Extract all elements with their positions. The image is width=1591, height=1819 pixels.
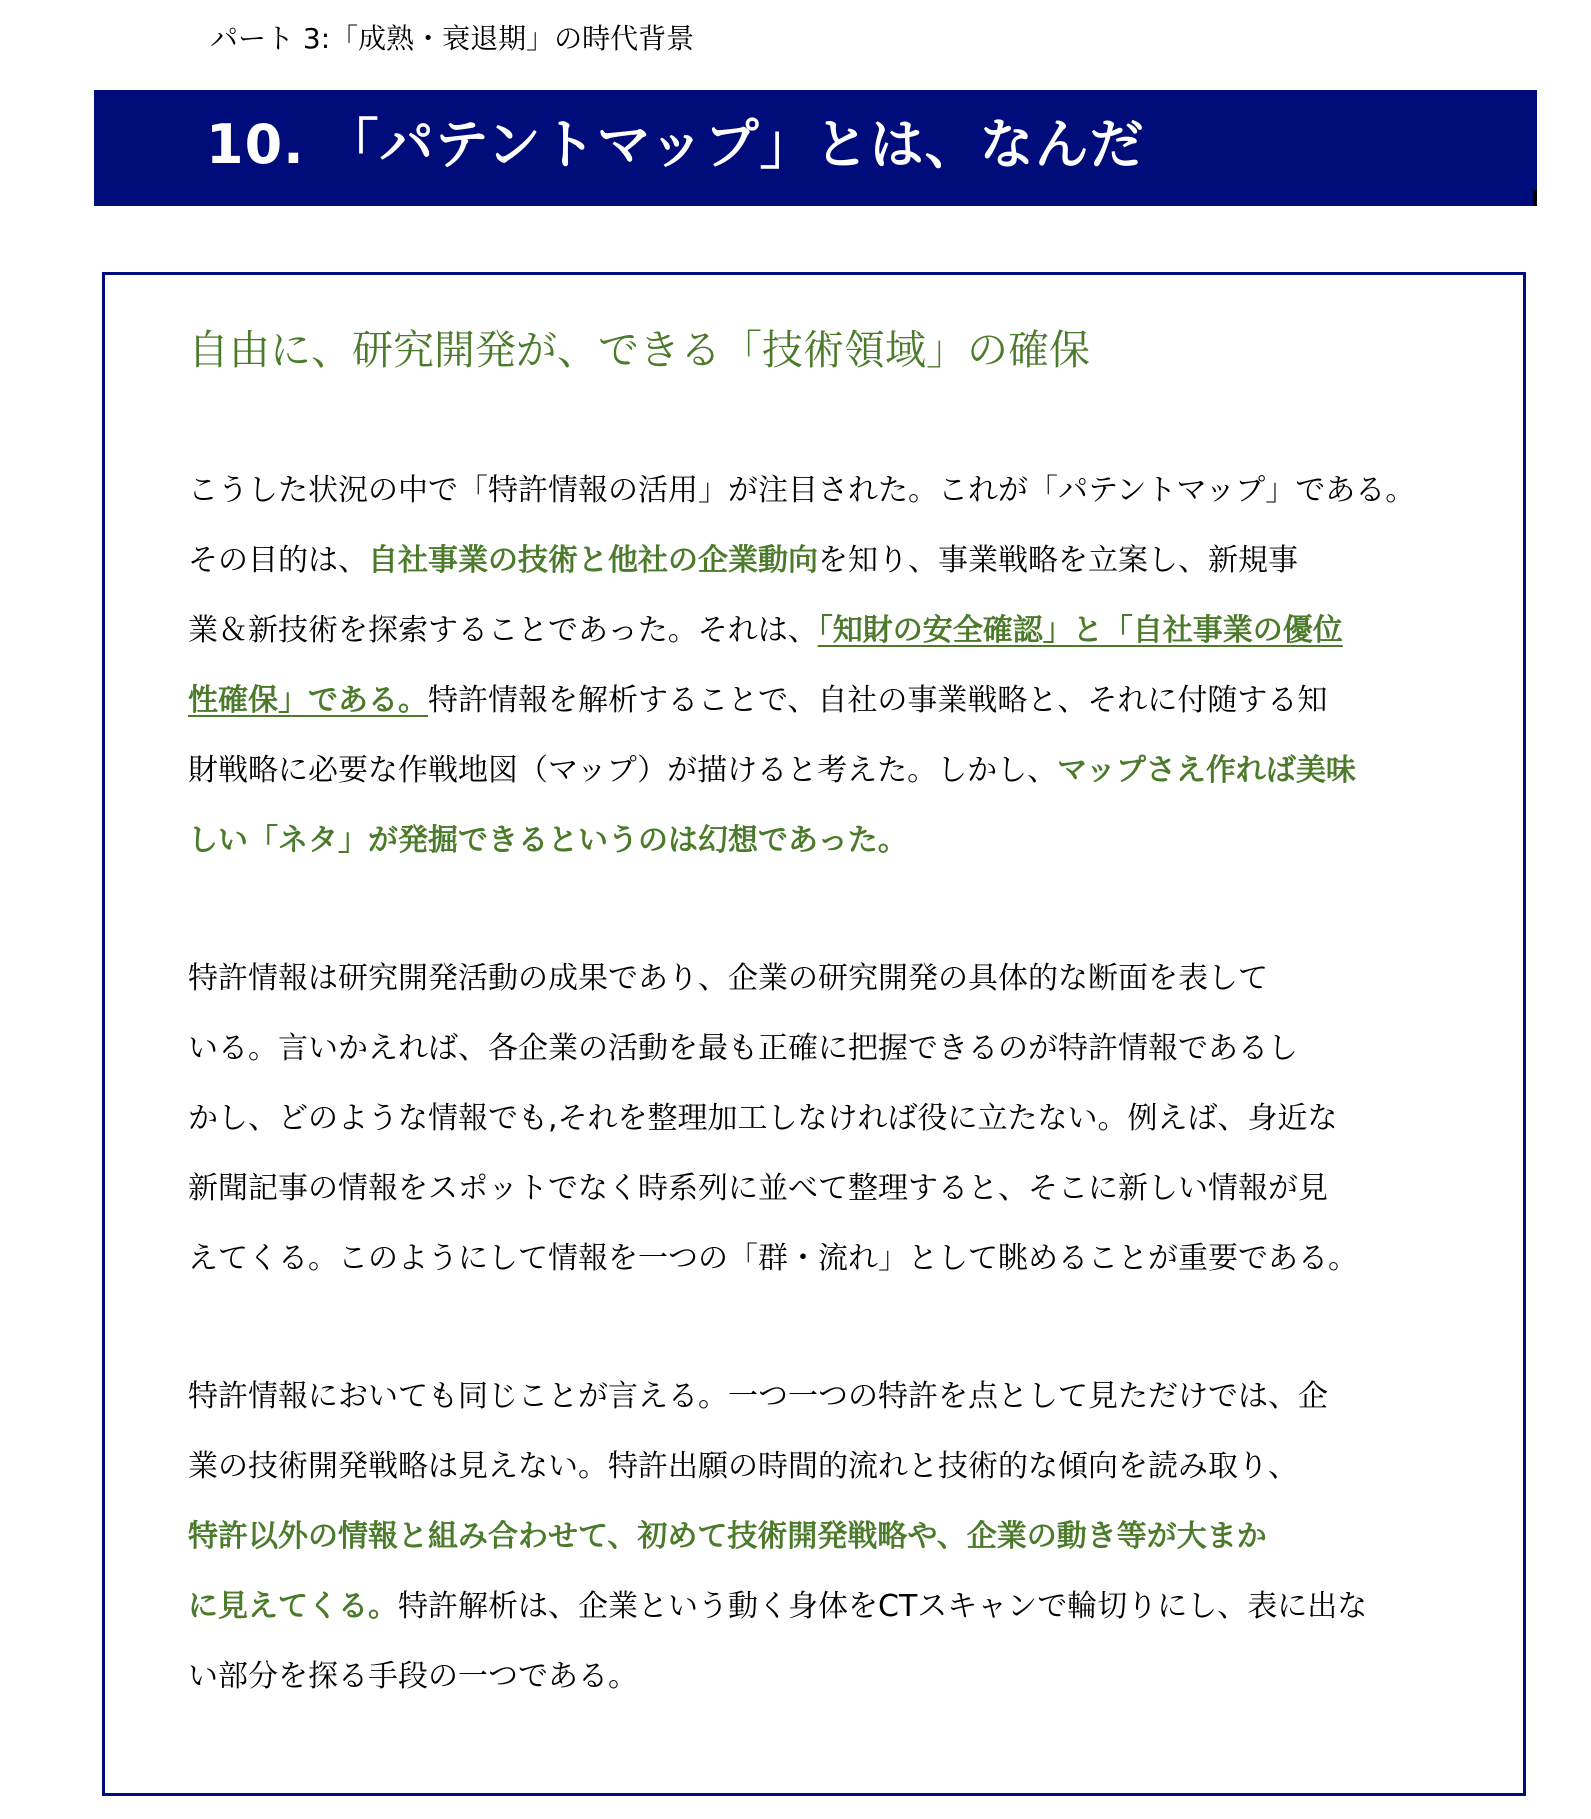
paragraph-2-line-1: 特許情報は研究開発活動の成果であり、企業の研究開発の具体的な断面を表して	[188, 961, 1268, 996]
title-bar	[94, 90, 1537, 206]
text-run: 特許解析は、企業という動く身体をCTスキャンで輪切りにし、表に出な	[398, 1589, 1368, 1624]
paragraph-3-line-1: 特許情報においても同じことが言える。一つ一つの特許を点として見ただけでは、企	[188, 1379, 1328, 1414]
text-run: 業＆新技術を探索することであった。それは、	[188, 613, 818, 648]
paragraph-1-line-3	[188, 596, 1398, 666]
text-run: を知り、事業戦略を立案し、新規事	[818, 543, 1298, 578]
paragraph-1-line-5	[188, 736, 1398, 806]
paragraph-1-line-2	[188, 526, 1398, 596]
highlight-text: 特許以外の情報と組み合わせて、初めて技術開発戦略や、企業の動き等が大まか	[188, 1519, 1267, 1554]
text-run: こうした状況の中で「特許情報の活用」が注目された。これが「パテントマップ」である。	[188, 473, 1416, 508]
text-run: その目的は、	[188, 543, 368, 578]
paragraph-2-line-3: かし、どのような情報でも,それを整理加工しなければ役に立たない。例えば、身近な	[188, 1101, 1338, 1136]
paragraph-2-line-5: えてくる。このようにして情報を一つの「群・流れ」として眺めることが重要である。	[188, 1241, 1358, 1276]
paragraph-1-line-6	[188, 806, 1398, 876]
highlight-text: マップさえ作れば美味	[1057, 753, 1356, 788]
section-subtitle: 自由に、研究開発が、できる「技術領域」の確保	[188, 326, 1090, 374]
text-run: 特許情報を解析することで、自社の事業戦略と、それに付随する知	[428, 683, 1328, 718]
paragraph-3-line-3	[188, 1502, 1398, 1572]
title-bar-shadow	[1533, 190, 1537, 206]
paragraph-1	[188, 456, 1416, 876]
paragraph-2-line-2: いる。言いかえれば、各企業の活動を最も正確に把握できるのが特許情報であるし	[188, 1031, 1298, 1066]
paragraph-2-line-4: 新聞記事の情報をスポットでなく時系列に並べて整理すると、そこに新しい情報が見	[188, 1171, 1328, 1206]
highlight-text: に見えてくる。	[188, 1589, 398, 1624]
paragraph-3-line-2: 業の技術開発戦略は見えない。特許出願の時間的流れと技術的な傾向を読み取り、	[188, 1449, 1298, 1484]
highlight-text: 自社事業の技術と他社の企業動向	[368, 543, 818, 578]
text-run: 財戦略に必要な作戦地図（マップ）が描けると考えた。しかし、	[188, 753, 1058, 788]
paragraph-3-line-4	[188, 1572, 1398, 1642]
highlight-text: しい「ネタ」が発掘できるというのは幻想であった。	[188, 823, 908, 858]
part-label: パート 3:「成熟・衰退期」の時代背景	[210, 22, 695, 55]
paragraph-3-line-5: い部分を探る手段の一つである。	[188, 1659, 638, 1694]
page-title: 10. 「パテントマップ」とは、なんだ	[206, 113, 1145, 176]
highlight-underlined-text: 性確保」である。	[188, 683, 428, 718]
paragraph-1-line-1	[188, 456, 1416, 526]
paragraph-2	[188, 944, 1398, 1294]
paragraph-1-line-4	[188, 666, 1398, 736]
paragraph-3	[188, 1362, 1398, 1712]
highlight-underlined-text: 「知財の安全確認」と「自社事業の優位	[817, 613, 1343, 648]
